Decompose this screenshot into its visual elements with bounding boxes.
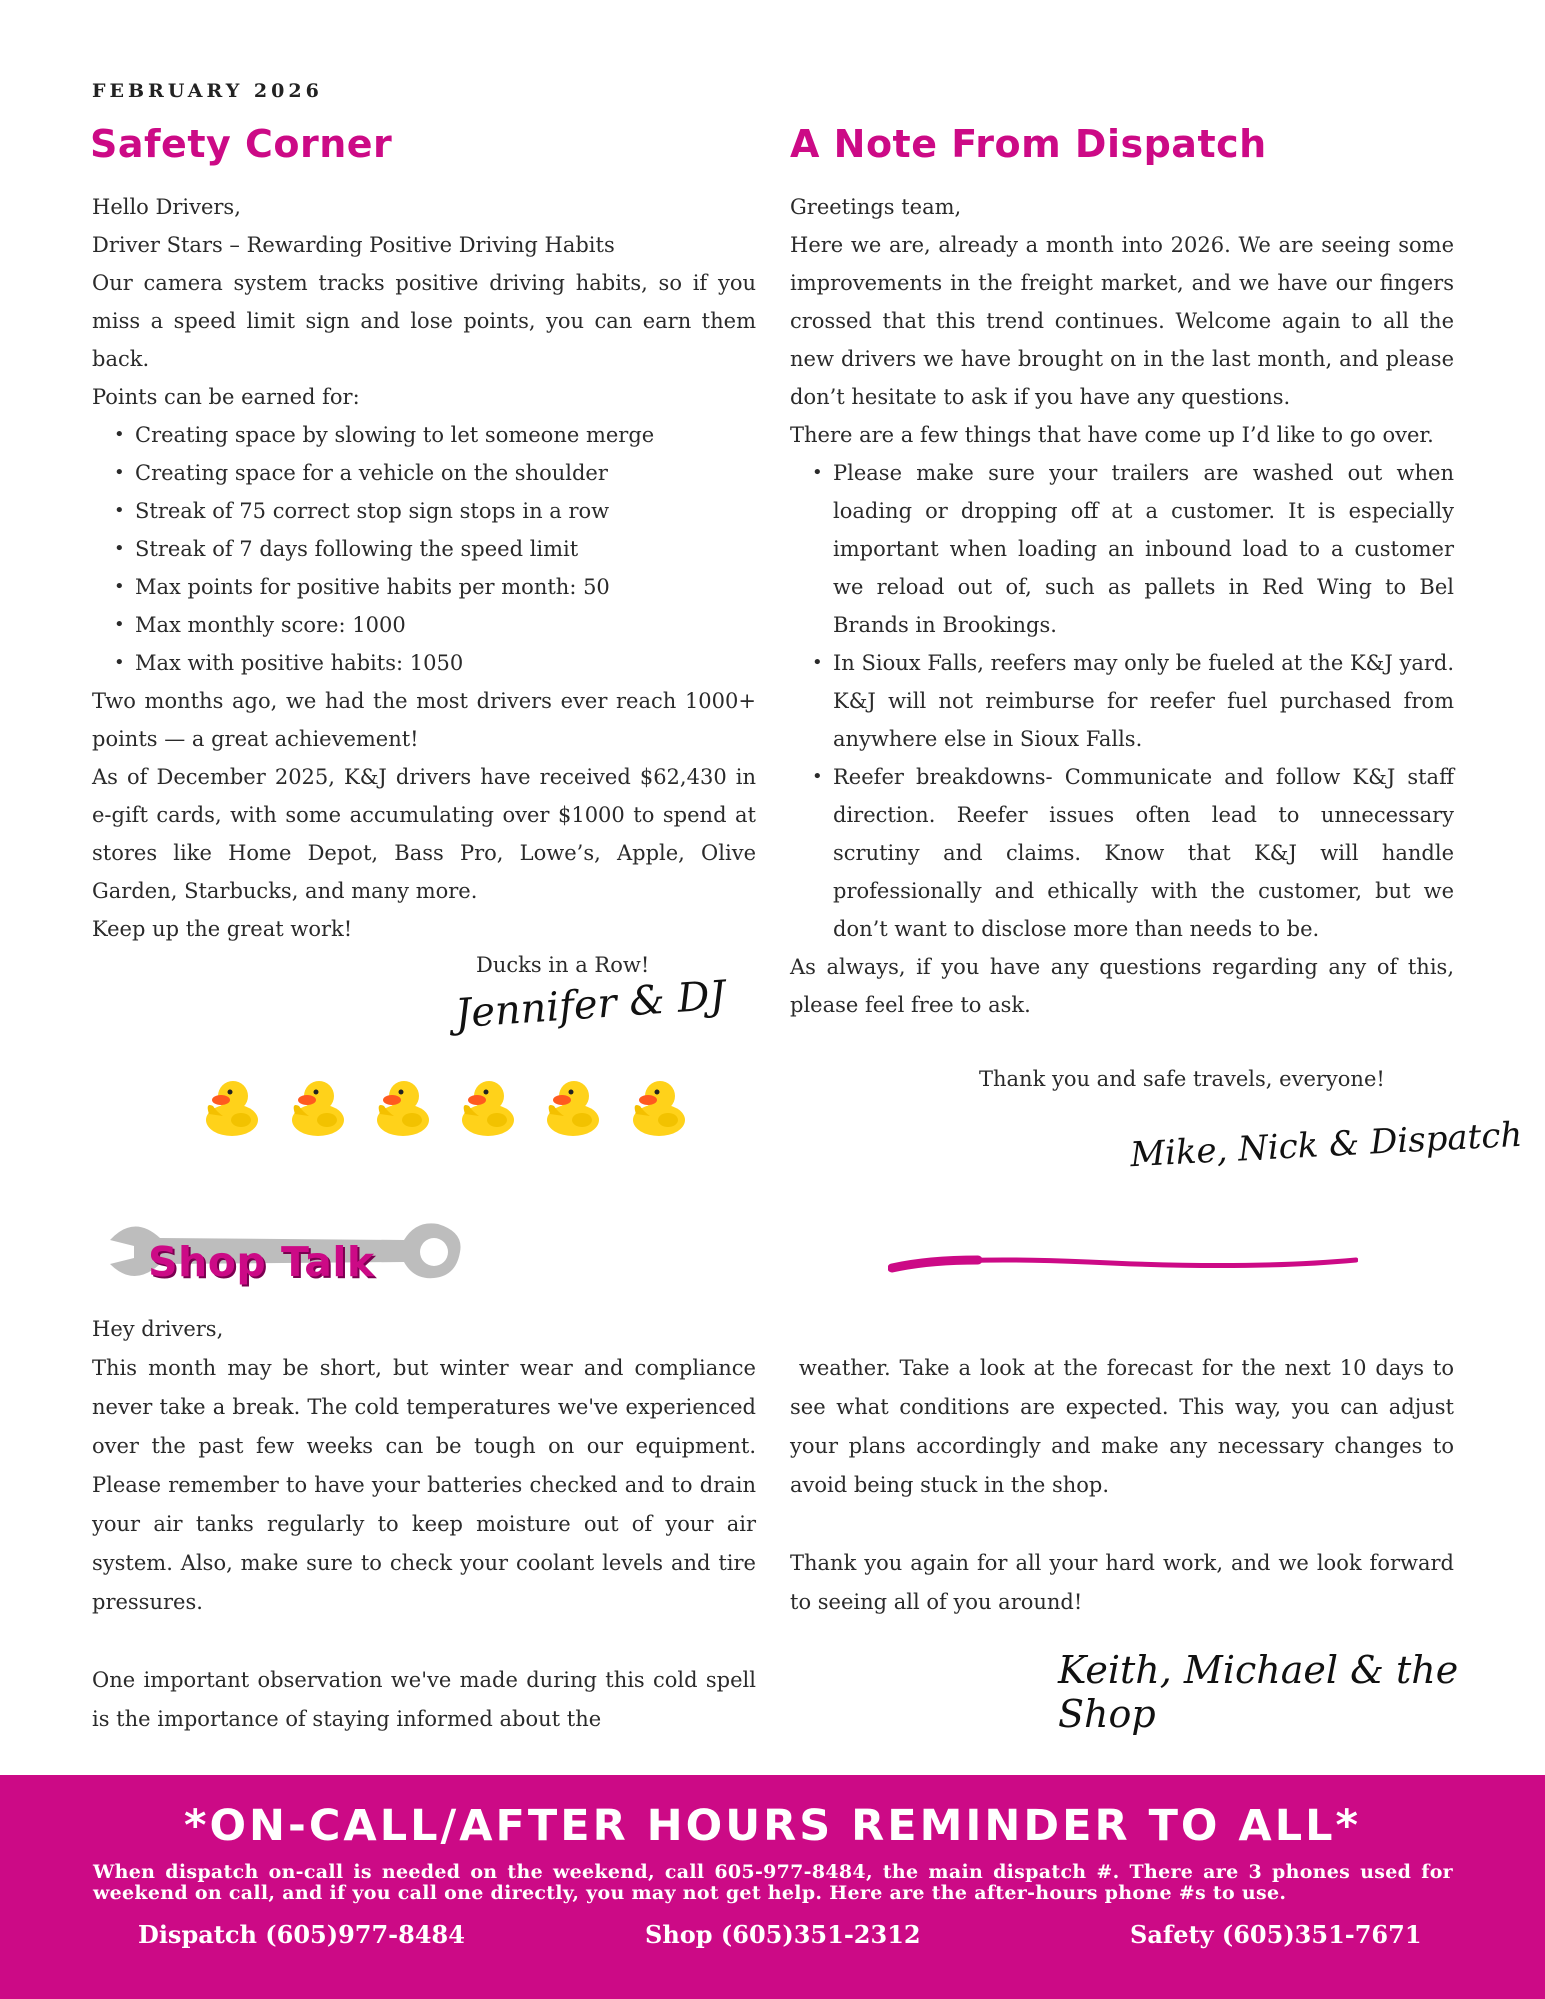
safety-intro: Our camera system tracks positive driving habits, so if you miss a speed limit sign and lose points, you can earn them back.: [92, 271, 756, 371]
safety-para-1: Two months ago, we had the most drivers ever reach 1000+ points — a great achievement!: [92, 689, 756, 751]
safety-subtitle: Driver Stars – Rewarding Positive Driving Habits: [92, 233, 615, 257]
footer-title: *ON-CALL/AFTER HOURS REMINDER TO ALL*: [184, 1801, 1361, 1851]
dispatch-title: A Note From Dispatch: [790, 122, 1267, 166]
safety-title: Safety Corner: [90, 122, 393, 166]
swoosh-icon: [888, 1250, 1358, 1280]
decorative-swoosh: [888, 1250, 1358, 1280]
dispatch-phone: Dispatch (605)977-8484: [138, 1920, 465, 1949]
list-item: • Streak of 7 days following the speed limit: [135, 530, 756, 568]
safety-para-2: As of December 2025, K&J drivers have received $62,430 in e-gift cards, with some accumulating over $1000 to spend at stores like Home Depot, Bass Pro, Lowe’s, Apple, Olive Garden, Starbucks, and many more.: [92, 765, 756, 903]
dispatch-para-3: As always, if you have any questions regarding any of this, please feel free to ask.: [790, 955, 1454, 1017]
safety-signature: Jennifer & DJ: [453, 972, 728, 1038]
shop-body-right: [790, 1349, 1461, 1622]
list-item: • Please make sure your trailers are washed out when loading or dropping off at a customer. It is especially important when loading an inbound load to a customer we reload out of, such as pallets in Red Wing to Bel Brands in Brookings.: [833, 454, 1454, 644]
safety-signoff: Ducks in a Row!: [476, 953, 650, 977]
safety-points-label: Points can be earned for:: [92, 385, 360, 409]
list-item: • Max points for positive habits per month: 50: [135, 568, 756, 606]
shop-para-4: Thank you again for all your hard work, and we look forward to seeing all of you around!: [790, 1551, 1454, 1614]
safety-body: [92, 188, 756, 948]
list-item: • Max monthly score: 1000: [135, 606, 756, 644]
dispatch-para-1: Here we are, already a month into 2026. We are seeing some improvements in the freight market, and we have our fingers crossed that this trend continues. Welcome again to all the new drivers we have brought on in the last month, and please don’t hesitate to ask if you have any questions.: [790, 233, 1454, 409]
dispatch-body: [790, 188, 1454, 1024]
shop-para-2: One important observation we've made during this cold spell is the importance of staying informed about the: [92, 1668, 756, 1731]
shop-signature: Keith, Michael & the Shop: [1058, 1648, 1459, 1736]
list-item: • In Sioux Falls, reefers may only be fueled at the K&J yard. K&J will not reimburse for reefer fuel purchased from anywhere else in Sioux Falls.: [833, 644, 1454, 758]
shop-para-1: This month may be short, but winter wear and compliance never take a break. The cold temperatures we've experienced over the past few weeks can be tough on our equipment. Please remember to have your batteries checked and to drain your air tanks regularly to keep moisture out of your air system. Also, make sure to check your coolant levels and tire pressures.: [92, 1356, 756, 1614]
list-item: • Creating space for a vehicle on the shoulder: [135, 454, 756, 492]
shop-phone: Shop (605)351-2312: [645, 1920, 921, 1949]
safety-closing: Keep up the great work!: [92, 917, 353, 941]
shop-title: Shop Talk: [148, 1238, 375, 1286]
shop-para-3: weather. Take a look at the forecast for the next 10 days to see what conditions are expected. This way, you can adjust your plans accordingly and make any necessary changes to avoid being stuck in the shop.: [790, 1356, 1461, 1497]
shop-body-left: [92, 1310, 756, 1739]
safety-greeting: Hello Drivers,: [92, 195, 241, 219]
list-item: • Streak of 75 correct stop sign stops in a row: [135, 492, 756, 530]
list-item: • Reefer breakdowns- Communicate and follow K&J staff direction. Reefer issues often lead to unnecessary scrutiny and claims. Know that K&J will handle professionally and ethically with the customer, but we don’t want to disclose more than needs to be.: [833, 758, 1454, 948]
dispatch-bullet-list: [790, 454, 1454, 948]
issue-date: FEBRUARY 2026: [92, 80, 323, 102]
safety-bullet-list: [92, 416, 756, 682]
dispatch-thanks: Thank you and safe travels, everyone!: [979, 1067, 1385, 1091]
footer-text: When dispatch on-call is needed on the weekend, call 605-977-8484, the main dispatch #. There are 3 phones used for weekend on call, and if you call one directly, you may not get help. Here are the after-hours phone #s to use.: [93, 1861, 1453, 1904]
rubber-ducks-icon: [203, 1076, 693, 1140]
duck-row: [203, 1076, 693, 1140]
dispatch-greeting: Greetings team,: [790, 195, 962, 219]
shop-greeting: Hey drivers,: [92, 1317, 224, 1341]
dispatch-signature: Mike, Nick & Dispatch: [1129, 1114, 1524, 1176]
dispatch-para-2: There are a few things that have come up I’d like to go over.: [790, 423, 1434, 447]
on-call-footer: [0, 1775, 1545, 1999]
list-item: • Max with positive habits: 1050: [135, 644, 756, 682]
safety-phone: Safety (605)351-7671: [1130, 1920, 1422, 1949]
list-item: • Creating space by slowing to let someone merge: [135, 416, 756, 454]
